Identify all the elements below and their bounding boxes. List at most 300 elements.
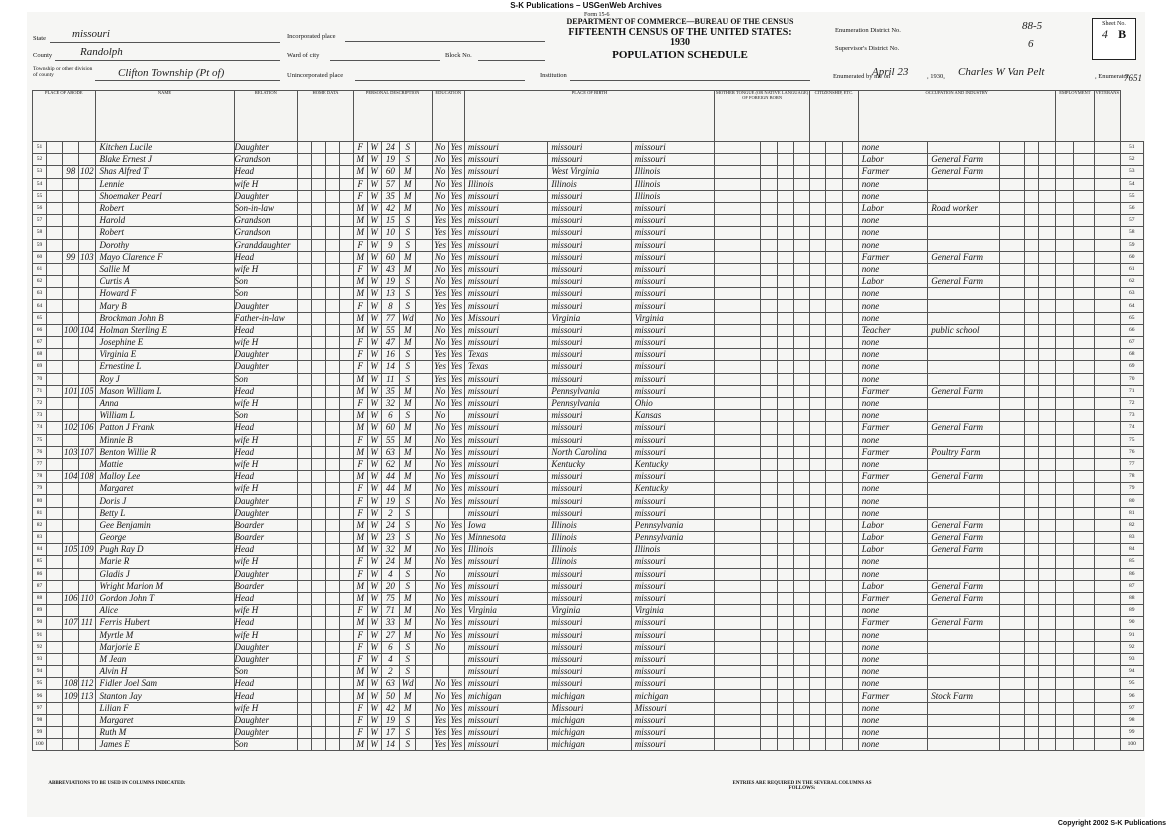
cell-occ: Farmer	[858, 690, 927, 702]
cell-empty	[1039, 142, 1055, 154]
cell-school: No	[432, 556, 448, 568]
cell-empty	[777, 739, 793, 751]
cell-empty	[777, 337, 793, 349]
cell-fpob: Illinois	[548, 532, 631, 544]
cell-mar: S	[400, 507, 416, 519]
cell-rel: Son	[234, 666, 298, 678]
cell-empty	[810, 385, 826, 397]
cell-school: No	[432, 410, 448, 422]
cell-pob: missouri	[464, 385, 547, 397]
table-row	[33, 519, 1144, 531]
cell-school: No	[432, 190, 448, 202]
cell-empty	[1000, 519, 1025, 531]
cell-empty	[1095, 397, 1120, 409]
cell-read: Yes	[448, 300, 464, 312]
cell-empty	[416, 239, 432, 251]
cell-empty	[761, 190, 777, 202]
cell-read	[448, 653, 464, 665]
cell-empty	[312, 410, 326, 422]
cell-race: W	[367, 446, 381, 458]
cell-race: W	[367, 166, 381, 178]
cell-rel: wife H	[234, 702, 298, 714]
cell-ind	[928, 666, 1000, 678]
cell-empty	[810, 251, 826, 263]
cell-empty	[1025, 483, 1039, 495]
cell-age: 71	[381, 605, 400, 617]
cell-empty	[339, 142, 353, 154]
cell-empty	[416, 251, 432, 263]
cell-empty	[339, 446, 353, 458]
cell-empty	[298, 605, 312, 617]
cell-mpob: missouri	[631, 714, 714, 726]
cell-empty	[793, 580, 809, 592]
cell-mar: S	[400, 653, 416, 665]
cell-name: Gordon John T	[95, 592, 234, 604]
cell-rel: wife H	[234, 629, 298, 641]
cell-empty	[339, 276, 353, 288]
cell-empty	[826, 617, 842, 629]
cell-empty	[777, 678, 793, 690]
cell-dw: 106	[63, 593, 78, 604]
cell-read	[448, 641, 464, 653]
cell-empty	[1095, 349, 1120, 361]
cell-pob: Illinois	[464, 544, 547, 556]
cell-rel: Daughter	[234, 641, 298, 653]
cell-empty	[826, 373, 842, 385]
cell-fam	[79, 410, 95, 422]
cell-empty	[339, 471, 353, 483]
abbreviations-title: ABBREVIATIONS TO BE USED IN COLUMNS INDICATED:	[48, 781, 186, 786]
cell-race: W	[367, 324, 381, 336]
cell-occ: none	[858, 190, 927, 202]
cell-n: 77	[1120, 458, 1144, 470]
cell-empty	[826, 629, 842, 641]
cell-n: 87	[1120, 580, 1144, 592]
cell-empty	[810, 458, 826, 470]
sheet-side: B	[1118, 27, 1127, 41]
cell-ind	[928, 227, 1000, 239]
cell-mpob: Missouri	[631, 702, 714, 714]
cell-pob: missouri	[464, 410, 547, 422]
cell-dw: 104	[63, 471, 78, 482]
cell-ind	[928, 397, 1000, 409]
cell-empty	[298, 629, 312, 641]
cell-empty	[312, 495, 326, 507]
cell-empty	[339, 361, 353, 373]
table-row	[33, 690, 1144, 702]
cell-school: No	[432, 592, 448, 604]
cell-empty	[777, 690, 793, 702]
cell-empty	[1095, 446, 1120, 458]
cell-school: No	[432, 324, 448, 336]
cell-empty	[777, 495, 793, 507]
cell-read: Yes	[448, 629, 464, 641]
cell-empty	[1025, 617, 1039, 629]
cell-empty	[1039, 666, 1055, 678]
sheet-label: Sheet No.	[1102, 21, 1126, 27]
cell-sex: F	[353, 349, 367, 361]
cell-n: 89	[33, 605, 47, 617]
cell-age: 44	[381, 471, 400, 483]
cell-empty	[777, 617, 793, 629]
cell-empty	[1095, 385, 1120, 397]
cell-n: 97	[1120, 702, 1144, 714]
cell-empty	[842, 373, 858, 385]
table-row	[33, 324, 1144, 336]
cell-empty	[298, 702, 312, 714]
cell-empty	[1074, 507, 1095, 519]
cell-race: W	[367, 263, 381, 275]
cell-sex: F	[353, 568, 367, 580]
cell-empty	[810, 507, 826, 519]
cell-mar: S	[400, 739, 416, 751]
cell-empty	[1025, 653, 1039, 665]
cell-ind: Stock Farm	[928, 690, 1000, 702]
cell-mar: M	[400, 629, 416, 641]
cell-rel: wife H	[234, 434, 298, 446]
cell-empty	[325, 385, 339, 397]
cell-empty	[1074, 337, 1095, 349]
cell-empty	[416, 556, 432, 568]
cell-empty	[715, 142, 761, 154]
cell-ind: General Farm	[928, 251, 1000, 263]
cell-mar: M	[400, 178, 416, 190]
cell-age: 43	[381, 263, 400, 275]
cell-age: 6	[381, 410, 400, 422]
cell-empty	[1000, 641, 1025, 653]
cell-dw	[63, 410, 79, 422]
cell-empty	[312, 251, 326, 263]
cell-dw	[63, 349, 79, 361]
cell-empty	[1025, 239, 1039, 251]
cell-n: 99	[33, 727, 47, 739]
cell-fam	[79, 702, 95, 714]
cell-pob: missouri	[464, 702, 547, 714]
cell-empty	[325, 592, 339, 604]
cell-empty	[1000, 276, 1025, 288]
cell-ind: General Farm	[928, 592, 1000, 604]
cell-empty	[312, 142, 326, 154]
cell-empty	[1039, 263, 1055, 275]
cell-sex: F	[353, 556, 367, 568]
cell-ind	[928, 739, 1000, 751]
cell-fpob: missouri	[548, 422, 631, 434]
form-number: Form 15-6	[584, 12, 610, 18]
cell-n: 71	[33, 385, 47, 397]
cell-empty	[46, 690, 62, 702]
cell-empty	[826, 727, 842, 739]
cell-age: 42	[381, 202, 400, 214]
cell-empty	[761, 544, 777, 556]
cell-sex: F	[353, 458, 367, 470]
cell-empty	[339, 678, 353, 690]
cell-read: Yes	[448, 495, 464, 507]
cell-sex: M	[353, 690, 367, 702]
cell-empty	[826, 641, 842, 653]
cell-empty	[325, 142, 339, 154]
cell-empty	[777, 422, 793, 434]
cell-empty	[416, 666, 432, 678]
table-row	[33, 276, 1144, 288]
cell-empty	[761, 458, 777, 470]
cell-race: W	[367, 702, 381, 714]
cell-occ: none	[858, 678, 927, 690]
cell-empty	[715, 739, 761, 751]
cell-rel: Father-in-law	[234, 312, 298, 324]
cell-occ: none	[858, 215, 927, 227]
cell-empty	[325, 678, 339, 690]
cell-fam	[79, 641, 95, 653]
cell-empty	[715, 239, 761, 251]
cell-empty	[777, 251, 793, 263]
cell-empty	[810, 349, 826, 361]
cell-occ: none	[858, 239, 927, 251]
cell-fpob: missouri	[548, 495, 631, 507]
enum-district-label: Enumeration District No.	[835, 27, 901, 34]
cell-school: No	[432, 434, 448, 446]
cell-empty	[1039, 276, 1055, 288]
cell-pob: missouri	[464, 739, 547, 751]
cell-pob: missouri	[464, 471, 547, 483]
cell-dw	[63, 361, 79, 373]
cell-empty	[793, 556, 809, 568]
cell-sex: F	[353, 483, 367, 495]
cell-empty	[1095, 739, 1120, 751]
cell-empty	[1095, 312, 1120, 324]
cell-empty	[777, 605, 793, 617]
cell-empty	[810, 239, 826, 251]
cell-empty	[1055, 617, 1074, 629]
cell-occ: Farmer	[858, 251, 927, 263]
cell-empty	[1055, 690, 1074, 702]
cell-empty	[715, 617, 761, 629]
cell-sex: M	[353, 471, 367, 483]
cell-empty	[842, 190, 858, 202]
cell-mar: M	[400, 605, 416, 617]
cell-mar: M	[400, 702, 416, 714]
table-row	[33, 678, 1144, 690]
cell-empty	[416, 422, 432, 434]
cell-empty	[842, 617, 858, 629]
cell-empty	[777, 666, 793, 678]
table-row	[33, 154, 1144, 166]
cell-dw	[63, 483, 79, 495]
cell-n: 85	[33, 556, 47, 568]
section-place-of-birth: PLACE OF BIRTH	[464, 91, 714, 142]
cell-empty	[777, 471, 793, 483]
cell-empty	[842, 215, 858, 227]
cell-name: Lennie	[95, 178, 234, 190]
cell-empty	[1025, 714, 1039, 726]
cell-race: W	[367, 288, 381, 300]
cell-empty	[1055, 434, 1074, 446]
cell-empty	[325, 519, 339, 531]
cell-empty	[1095, 629, 1120, 641]
cell-empty	[810, 690, 826, 702]
cell-sex: M	[353, 251, 367, 263]
cell-empty	[810, 666, 826, 678]
cell-age: 27	[381, 629, 400, 641]
ward-label: Ward of city	[287, 52, 320, 59]
table-row	[33, 495, 1144, 507]
cell-race: W	[367, 678, 381, 690]
cell-n: 66	[33, 324, 47, 336]
cell-empty	[298, 251, 312, 263]
cell-empty	[810, 641, 826, 653]
cell-empty	[793, 263, 809, 275]
cell-empty	[339, 227, 353, 239]
cell-mar: M	[400, 592, 416, 604]
cell-empty	[339, 483, 353, 495]
cell-empty	[1000, 629, 1025, 641]
cell-fam	[79, 142, 95, 154]
cell-empty	[1025, 276, 1039, 288]
cell-empty	[761, 568, 777, 580]
table-row	[33, 202, 1144, 214]
cell-empty	[1000, 446, 1025, 458]
cell-age: 55	[381, 434, 400, 446]
cell-mar: M	[400, 544, 416, 556]
cell-school: No	[432, 251, 448, 263]
cell-pob: missouri	[464, 458, 547, 470]
cell-empty	[826, 215, 842, 227]
cell-fpob: michigan	[548, 714, 631, 726]
cell-empty	[298, 422, 312, 434]
cell-pob: missouri	[464, 142, 547, 154]
cell-empty	[761, 276, 777, 288]
cell-fam	[79, 714, 95, 726]
cell-ind	[928, 702, 1000, 714]
table-row	[33, 434, 1144, 446]
cell-empty	[793, 458, 809, 470]
cell-empty	[416, 263, 432, 275]
cell-empty	[777, 349, 793, 361]
cell-occ: Farmer	[858, 592, 927, 604]
cell-ind	[928, 495, 1000, 507]
cell-empty	[325, 276, 339, 288]
cell-empty	[793, 385, 809, 397]
cell-dw	[63, 288, 79, 300]
cell-name: Sallie M	[95, 263, 234, 275]
cell-empty	[793, 239, 809, 251]
cell-empty	[1074, 142, 1095, 154]
cell-empty	[312, 288, 326, 300]
table-row	[33, 190, 1144, 202]
cell-mar: S	[400, 714, 416, 726]
cell-rel: Daughter	[234, 714, 298, 726]
cell-n: 92	[1120, 641, 1144, 653]
cell-name: Ernestine L	[95, 361, 234, 373]
cell-race: W	[367, 410, 381, 422]
cell-empty	[298, 678, 312, 690]
cell-empty	[1000, 324, 1025, 336]
cell-empty	[46, 300, 62, 312]
cell-empty	[416, 568, 432, 580]
cell-empty	[810, 556, 826, 568]
cell-pob: Texas	[464, 349, 547, 361]
cell-empty	[46, 142, 62, 154]
cell-empty	[1039, 495, 1055, 507]
cell-empty	[1055, 629, 1074, 641]
cell-empty	[298, 483, 312, 495]
cell-empty	[339, 288, 353, 300]
cell-school: No	[432, 337, 448, 349]
cell-empty	[339, 605, 353, 617]
cell-empty	[777, 397, 793, 409]
cell-empty	[715, 154, 761, 166]
cell-name: Alice	[95, 605, 234, 617]
cell-occ: Farmer	[858, 166, 927, 178]
cell-age: 47	[381, 337, 400, 349]
cell-school: No	[432, 142, 448, 154]
cell-empty	[1055, 592, 1074, 604]
cell-school: Yes	[432, 215, 448, 227]
cell-fam	[79, 227, 95, 239]
cell-n: 72	[1120, 397, 1144, 409]
cell-name: Minnie B	[95, 434, 234, 446]
cell-empty	[777, 361, 793, 373]
cell-empty	[810, 337, 826, 349]
cell-empty	[1055, 190, 1074, 202]
cell-empty	[46, 617, 62, 629]
cell-empty	[842, 678, 858, 690]
cell-dw	[63, 300, 79, 312]
cell-empty	[715, 215, 761, 227]
cell-ind: General Farm	[928, 580, 1000, 592]
cell-sex: M	[353, 580, 367, 592]
cell-fam	[79, 397, 95, 409]
cell-empty	[1000, 166, 1025, 178]
cell-ind	[928, 556, 1000, 568]
cell-empty	[777, 154, 793, 166]
cell-empty	[416, 483, 432, 495]
cell-n: 82	[1120, 519, 1144, 531]
cell-empty	[793, 166, 809, 178]
cell-occ: Farmer	[858, 617, 927, 629]
cell-read: Yes	[448, 178, 464, 190]
cell-sex: M	[353, 592, 367, 604]
cell-school: Yes	[432, 227, 448, 239]
cell-empty	[416, 312, 432, 324]
cell-empty	[761, 446, 777, 458]
cell-fpob: missouri	[548, 483, 631, 495]
cell-empty	[325, 714, 339, 726]
form-footer	[32, 781, 1144, 817]
cell-n: 76	[1120, 446, 1144, 458]
cell-empty	[715, 263, 761, 275]
cell-empty	[1039, 410, 1055, 422]
cell-empty	[777, 434, 793, 446]
cell-n: 54	[33, 178, 47, 190]
cell-fpob: Illinois	[548, 544, 631, 556]
cell-rel: Daughter	[234, 349, 298, 361]
cell-fam: 105	[80, 385, 94, 396]
cell-empty	[777, 592, 793, 604]
cell-ind	[928, 410, 1000, 422]
cell-race: W	[367, 714, 381, 726]
cell-empty	[1055, 410, 1074, 422]
cell-ind	[928, 458, 1000, 470]
cell-mpob: Illinois	[631, 178, 714, 190]
cell-empty	[298, 324, 312, 336]
cell-empty	[312, 580, 326, 592]
cell-school: No	[432, 202, 448, 214]
cell-empty	[298, 373, 312, 385]
cell-fpob: Virginia	[548, 605, 631, 617]
cell-mar: M	[400, 471, 416, 483]
cell-empty	[312, 653, 326, 665]
cell-empty	[1039, 422, 1055, 434]
